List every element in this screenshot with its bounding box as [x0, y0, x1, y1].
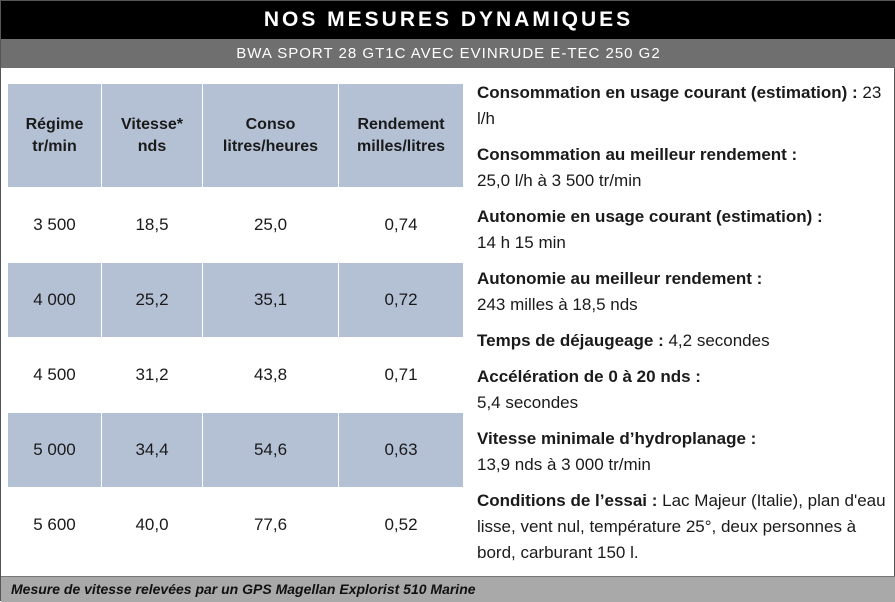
- spec-label: Autonomie en usage courant (estimation) :: [477, 207, 823, 226]
- spec-label: Consommation en usage courant (estimation) :: [477, 83, 858, 102]
- table-row: [8, 488, 464, 563]
- table-row: [8, 188, 464, 263]
- spec-autonomie-meilleur: [477, 266, 887, 318]
- spec-autonomie-courante: [477, 204, 887, 256]
- column-header-line: litres/heures: [222, 137, 319, 155]
- table-cell: 0,63: [339, 413, 464, 488]
- spec-consommation-courante: [477, 80, 887, 132]
- table-cell: 5 600: [8, 488, 102, 563]
- table-cell: 5 000: [8, 413, 102, 488]
- table-cell: 4 000: [8, 263, 102, 338]
- column-header-line: Rendement: [357, 115, 445, 133]
- table-cell: 25,2: [102, 263, 203, 338]
- spec-value: 23 l/h: [477, 83, 882, 128]
- spec-label: Consommation au meilleur rendement :: [477, 145, 798, 164]
- spec-label: Temps de déjaugeage :: [477, 331, 664, 350]
- table-cell: 40,0: [102, 488, 203, 563]
- spec-label: Accélération de 0 à 20 nds :: [477, 367, 701, 386]
- measurements-table-container: [7, 83, 463, 563]
- column-header-line: nds: [137, 137, 167, 155]
- column-header-vitesse: [102, 84, 203, 188]
- table-cell: 54,6: [203, 413, 339, 488]
- table-cell: 0,74: [339, 188, 464, 263]
- panel-subtitle: BWA SPORT 28 GT1C AVEC EVINRUDE E-TEC 250 G2: [1, 39, 895, 68]
- column-header-line: Vitesse*: [121, 115, 183, 133]
- spec-label: Conditions de l’essai :: [477, 491, 658, 510]
- table-cell: 0,52: [339, 488, 464, 563]
- table-cell: 4 500: [8, 338, 102, 413]
- spec-conditions: [477, 488, 887, 566]
- panel-title: NOS MESURES DYNAMIQUES: [1, 1, 895, 39]
- column-header-rendement: [339, 84, 464, 188]
- column-header-line: tr/min: [32, 137, 77, 155]
- table-row: [8, 263, 464, 338]
- spec-hydroplanage: [477, 426, 887, 478]
- footer-bar: [1, 576, 895, 602]
- column-header-regime: [8, 84, 102, 188]
- table-cell: 77,6: [203, 488, 339, 563]
- table-row: [8, 338, 464, 413]
- spec-value: 25,0 l/h à 3 500 tr/min: [477, 171, 642, 190]
- spec-consommation-meilleur: [477, 142, 887, 194]
- table-row: [8, 413, 464, 488]
- spec-value: 13,9 nds à 3 000 tr/min: [477, 455, 651, 474]
- spec-value: 4,2 secondes: [663, 331, 770, 350]
- table-header-row: [8, 84, 464, 188]
- column-header-line: Régime: [25, 115, 84, 133]
- table-cell: 34,4: [102, 413, 203, 488]
- table-cell: 3 500: [8, 188, 102, 263]
- column-header-conso: [203, 84, 339, 188]
- column-header-line: Conso: [245, 115, 296, 133]
- column-header-line: milles/litres: [356, 137, 446, 155]
- measurements-table: [7, 83, 464, 563]
- table-cell: 43,8: [203, 338, 339, 413]
- table-cell: 25,0: [203, 188, 339, 263]
- spec-label: Autonomie au meilleur rendement :: [477, 269, 763, 288]
- spec-label: Vitesse minimale d’hydroplanage :: [477, 429, 757, 448]
- table-cell: 31,2: [102, 338, 203, 413]
- spec-acceleration: [477, 364, 887, 416]
- spec-value: 243 milles à 18,5 nds: [477, 295, 638, 314]
- table-cell: 0,71: [339, 338, 464, 413]
- footer-note: Mesure de vitesse relevées par un GPS Magellan Explorist 510 Marine: [11, 581, 476, 597]
- spec-deaugeage: [477, 328, 887, 354]
- spec-value: Lac Majeur (Italie), plan d'eau lisse, vent nul, température 25°, deux personnes à bord, carburant 150 l.: [477, 491, 886, 562]
- spec-value: 5,4 secondes: [477, 393, 579, 412]
- table-cell: 18,5: [102, 188, 203, 263]
- specs-list: [477, 80, 887, 576]
- table-cell: 0,72: [339, 263, 464, 338]
- table-cell: 35,1: [203, 263, 339, 338]
- spec-value: 14 h 15 min: [477, 233, 566, 252]
